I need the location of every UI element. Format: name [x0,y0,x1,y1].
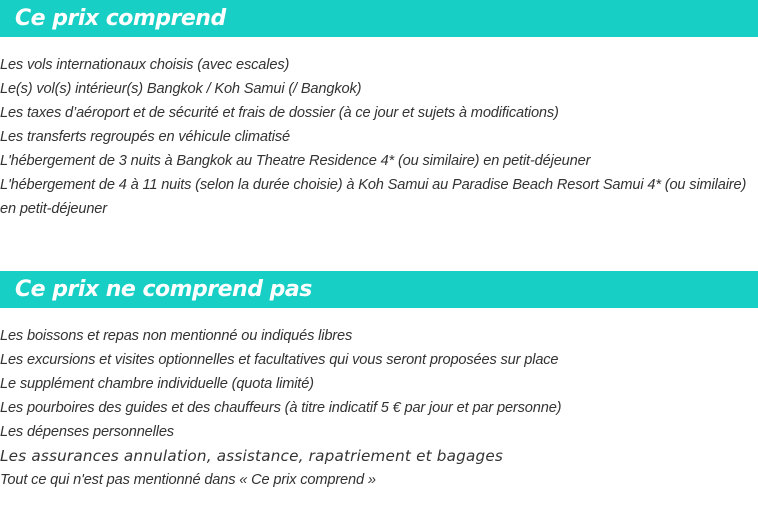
includes-section-title: Ce prix comprend [15,6,226,31]
includes-item: Les transferts regroupés en véhicule climatisé [0,129,290,145]
includes-section-header [0,0,758,37]
excludes-item: Les dépenses personnelles [0,424,174,440]
includes-list [0,53,756,221]
excludes-item: Les assurances annulation, assistance, rapatriement et bagages [0,447,503,465]
includes-item: L'hébergement de 3 nuits à Bangkok au Theatre Residence 4* (ou similaire) en petit-déjeuner [0,153,591,169]
excludes-item: Les excursions et visites optionnelles et facultatives qui vous seront proposées sur place [0,352,559,368]
excludes-list [0,324,756,492]
excludes-item: Les pourboires des guides et des chauffeurs (à titre indicatif 5 € par jour et par personne) [0,400,562,416]
includes-item: Les taxes d’aéroport et de sécurité et frais de dossier (à ce jour et sujets à modifications) [0,105,559,121]
excludes-section-header [0,271,758,308]
includes-item: Les vols internationaux choisis (avec escales) [0,57,290,73]
excludes-section-title: Ce prix ne comprend pas [15,277,312,302]
includes-item: L'hébergement de 4 à 11 nuits (selon la durée choisie) à Koh Samui au Paradise Beach Resort Samui 4* (ou similaire) en petit-déjeuner [0,177,747,217]
excludes-item: Le supplément chambre individuelle (quota limité) [0,376,314,392]
excludes-item: Tout ce qui n'est pas mentionné dans « Ce prix comprend » [0,472,376,488]
includes-item: Le(s) vol(s) intérieur(s) Bangkok / Koh Samui (/ Bangkok) [0,81,362,97]
excludes-item: Les boissons et repas non mentionné ou indiqués libres [0,328,353,344]
